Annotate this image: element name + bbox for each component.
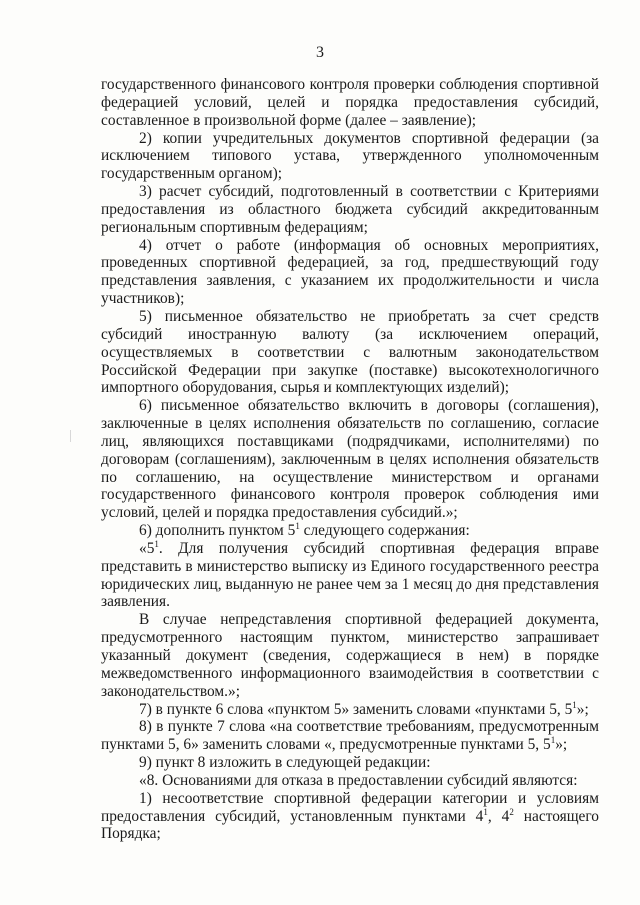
text-run: »; — [555, 736, 568, 754]
text-run: , 4 — [487, 807, 510, 825]
text-run: 3) расчет субсидий, подготовленный в соответствии с Критериями предоставления из областного бюджета субсидий аккредитованным региональным спортивным федерациям; — [101, 183, 599, 236]
text-run: В случае непредставления спортивной федерацией документа, предусмотренного настоящим пунктом, министерство запрашивает указанный документ (сведения, содержащиеся в нем) в порядке межведомственного информационного взаимодействия в соответствии с законодательством.»; — [101, 611, 599, 700]
paragraph-p14 — [101, 790, 599, 844]
superscript: 1 — [154, 538, 159, 549]
text-run: 2) копии учредительных документов спортивной федерации (за исключением типового устава, утвержденного уполномоченным государственным органом); — [101, 129, 599, 183]
text-run: 9) пункт 8 изложить в следующей редакции: — [139, 754, 431, 772]
paragraph-p8 — [101, 540, 599, 611]
text-run: 1) несоответствие спортивной федерации категории и условиям предоставления субсидий, установленным пунктами 4 — [101, 789, 599, 825]
page-number: 3 — [316, 44, 324, 61]
paragraph-p1 — [101, 76, 599, 130]
superscript: 1 — [483, 806, 488, 817]
text-run: »; — [576, 700, 589, 718]
text-run: 8) в пункте 7 слова «на соответствие требованиям, предусмотренным пунктами 5, 6» заменить словами «, предусмотренные пунктами 5, 5 — [101, 718, 599, 754]
superscript: 2 — [509, 806, 514, 817]
text-run: . Для получения субсидий спортивная федерация вправе представить в министерство выписку из Единого государственного реестра юридических лиц, выданную не ранее чем за 1 месяц до дня представления заявления. — [101, 539, 599, 611]
paragraph-p11 — [101, 718, 599, 754]
paragraph-p2 — [101, 130, 599, 184]
document-body — [101, 76, 599, 843]
paragraph-p9 — [101, 611, 599, 700]
paragraph-p12 — [101, 754, 599, 772]
text-run: государственного финансового контроля проверки соблюдения спортивной федерацией условий, целей и порядка предоставления субсидий, составленное в произвольной форме (далее – заявление); — [101, 76, 599, 129]
paragraph-p7 — [101, 522, 599, 540]
text-run: 5) письменное обязательство не приобретать за счет средств субсидий иностранную валюту (за исключением операций, осуществляемых в соответствии с валютным законодательством Российской Федерации при закупке (поставке) высокотехнологичного импортного оборудования, сырья и комплектующих изделий); — [101, 307, 599, 397]
superscript: 1 — [295, 521, 300, 532]
scan-mark — [70, 430, 71, 442]
text-run: настоящего Порядка; — [101, 807, 600, 843]
text-run: 7) в пункте 6 слова «пунктом 5» заменить словами «пунктами 5, 5 — [139, 700, 573, 718]
text-run: 4) отчет о работе (информация об основных мероприятиях, проведенных спортивной федерацией, за год, предшествующий году представления заявления, с указанием их продолжительности и числа участников); — [101, 236, 599, 308]
text-run: 6) письменное обязательство включить в договоры (соглашения), заключенные в целях исполнения обязательств по соглашению, согласие лиц, являющихся поставщиками (подрядчиками, исполнителями) по договорам (соглашениям), заключенным в целях исполнения обязательств по соглашению, на осуществление министерством и органами государственного финансового контроля проверок соблюдения ими условий, целей и порядка предоставления субсидий.»; — [101, 397, 599, 522]
text-run: 6) дополнить пунктом 5 — [139, 522, 296, 540]
text-run: следующего содержания: — [299, 522, 470, 540]
paragraph-p6 — [101, 397, 599, 522]
text-run: «5 — [139, 539, 155, 557]
superscript: 1 — [572, 699, 577, 710]
text-run: «8. Основаниями для отказа в предоставлении субсидий являются: — [139, 771, 578, 789]
paragraph-p10 — [101, 701, 599, 719]
paragraph-p13 — [101, 772, 599, 790]
superscript: 1 — [550, 735, 556, 746]
paragraph-p3 — [101, 183, 599, 237]
paragraph-p5 — [101, 308, 599, 397]
paragraph-p4 — [101, 237, 599, 308]
